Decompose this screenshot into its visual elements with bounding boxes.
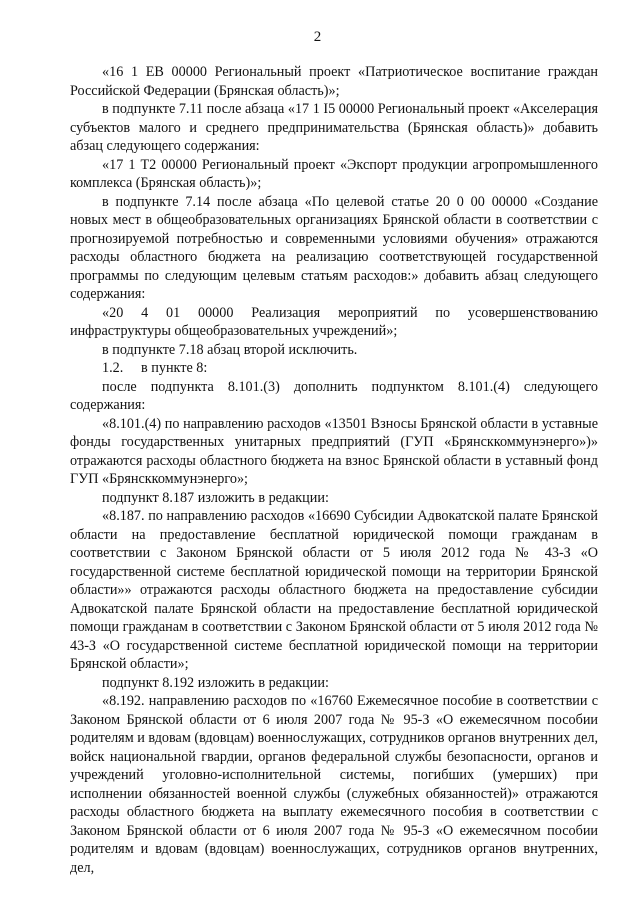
- paragraph: «20 4 01 00000 Реализация мероприятий по усовершенствованию инфраструктуры общеобразовательных учреждений»;: [70, 304, 598, 339]
- page-number: 2: [313, 29, 322, 45]
- document-body: [70, 63, 598, 877]
- paragraph: после подпункта 8.101.(3) дополнить подпунктом 8.101.(4) следующего содержания:: [70, 378, 598, 413]
- paragraph: «8.192. направлению расходов по «16760 Ежемесячное пособие в соответствии с Законом Брянской области от 6 июля 2007 года № 95-З «О ежемесячном пособии родителям и вдовам (вдовцам) военнослужащих, сотрудников органов внутренних дел, войск национальной гвардии, органов федеральной службы безопасности, органов и учреждений уголовно-исполнительной системы, погибших (умерших) при исполнении обязанностей военной службы (служебных обязанностей)» отражаются расходы областного бюджета на выплату ежемесячного пособия в соответствии с Законом Брянской области от 6 июля 2007 года № 95-З «О ежемесячном пособии родителям и вдовам (вдовцам) военнослужащих, сотрудников органов внутренних, дел,: [70, 693, 598, 876]
- paragraph: подпункт 8.192 изложить в редакции:: [102, 674, 329, 691]
- paragraph: в подпункте 7.14 после абзаца «По целевой статье 20 0 00 00000 «Создание новых мест в общеобразовательных организациях Брянской области в соответствии с прогнозируемой потребностью и современными условиями обучения» отражаются расходы областного бюджета на реализацию соответствующей государственной программы по следующим целевым статьям расходов:» добавить абзац следующего содержания:: [70, 193, 598, 302]
- paragraph: в подпункте 7.18 абзац второй исключить.: [102, 341, 358, 358]
- paragraph: «8.101.(4) по направлению расходов «13501 Взносы Брянской области в уставные фонды государственных унитарных предприятий (ГУП «Брянсккоммунэнерго»)» отражаются расходы областного бюджета на взнос Брянской области в уставный фонд ГУП «Брянсккоммунэнерго»;: [70, 415, 598, 487]
- paragraph: подпункт 8.187 изложить в редакции:: [102, 489, 329, 506]
- paragraph: 1.2. в пункте 8:: [102, 360, 208, 376]
- paragraph: в подпункте 7.11 после абзаца «17 1 I5 00000 Региональный проект «Акселерация субъектов малого и среднего предпринимательства (Брянская область)» добавить абзац следующего содержания:: [70, 101, 598, 154]
- paragraph: «17 1 Т2 00000 Региональный проект «Экспорт продукции агропромышленного комплекса (Брянская область)»;: [70, 156, 598, 191]
- paragraph: «16 1 ЕВ 00000 Региональный проект «Патриотическое воспитание граждан Российской Федерации (Брянская область)»;: [70, 64, 598, 99]
- paragraph: «8.187. по направлению расходов «16690 Субсидии Адвокатской палате Брянской области на предоставление бесплатной юридической помощи гражданам в соответствии с Законом Брянской области от 5 июля 2012 года № 43-З «О государственной системе бесплатной юридической помощи на территории Брянской области»» отражаются расходы областного бюджета на предоставление субсидии Адвокатской палате Брянской области на предоставление бесплатной юридической помощи гражданам в соответствии с Законом Брянской области от 5 июля 2012 года № 43-З «О государственной системе бесплатной юридической помощи на территории Брянской области»;: [70, 508, 598, 672]
